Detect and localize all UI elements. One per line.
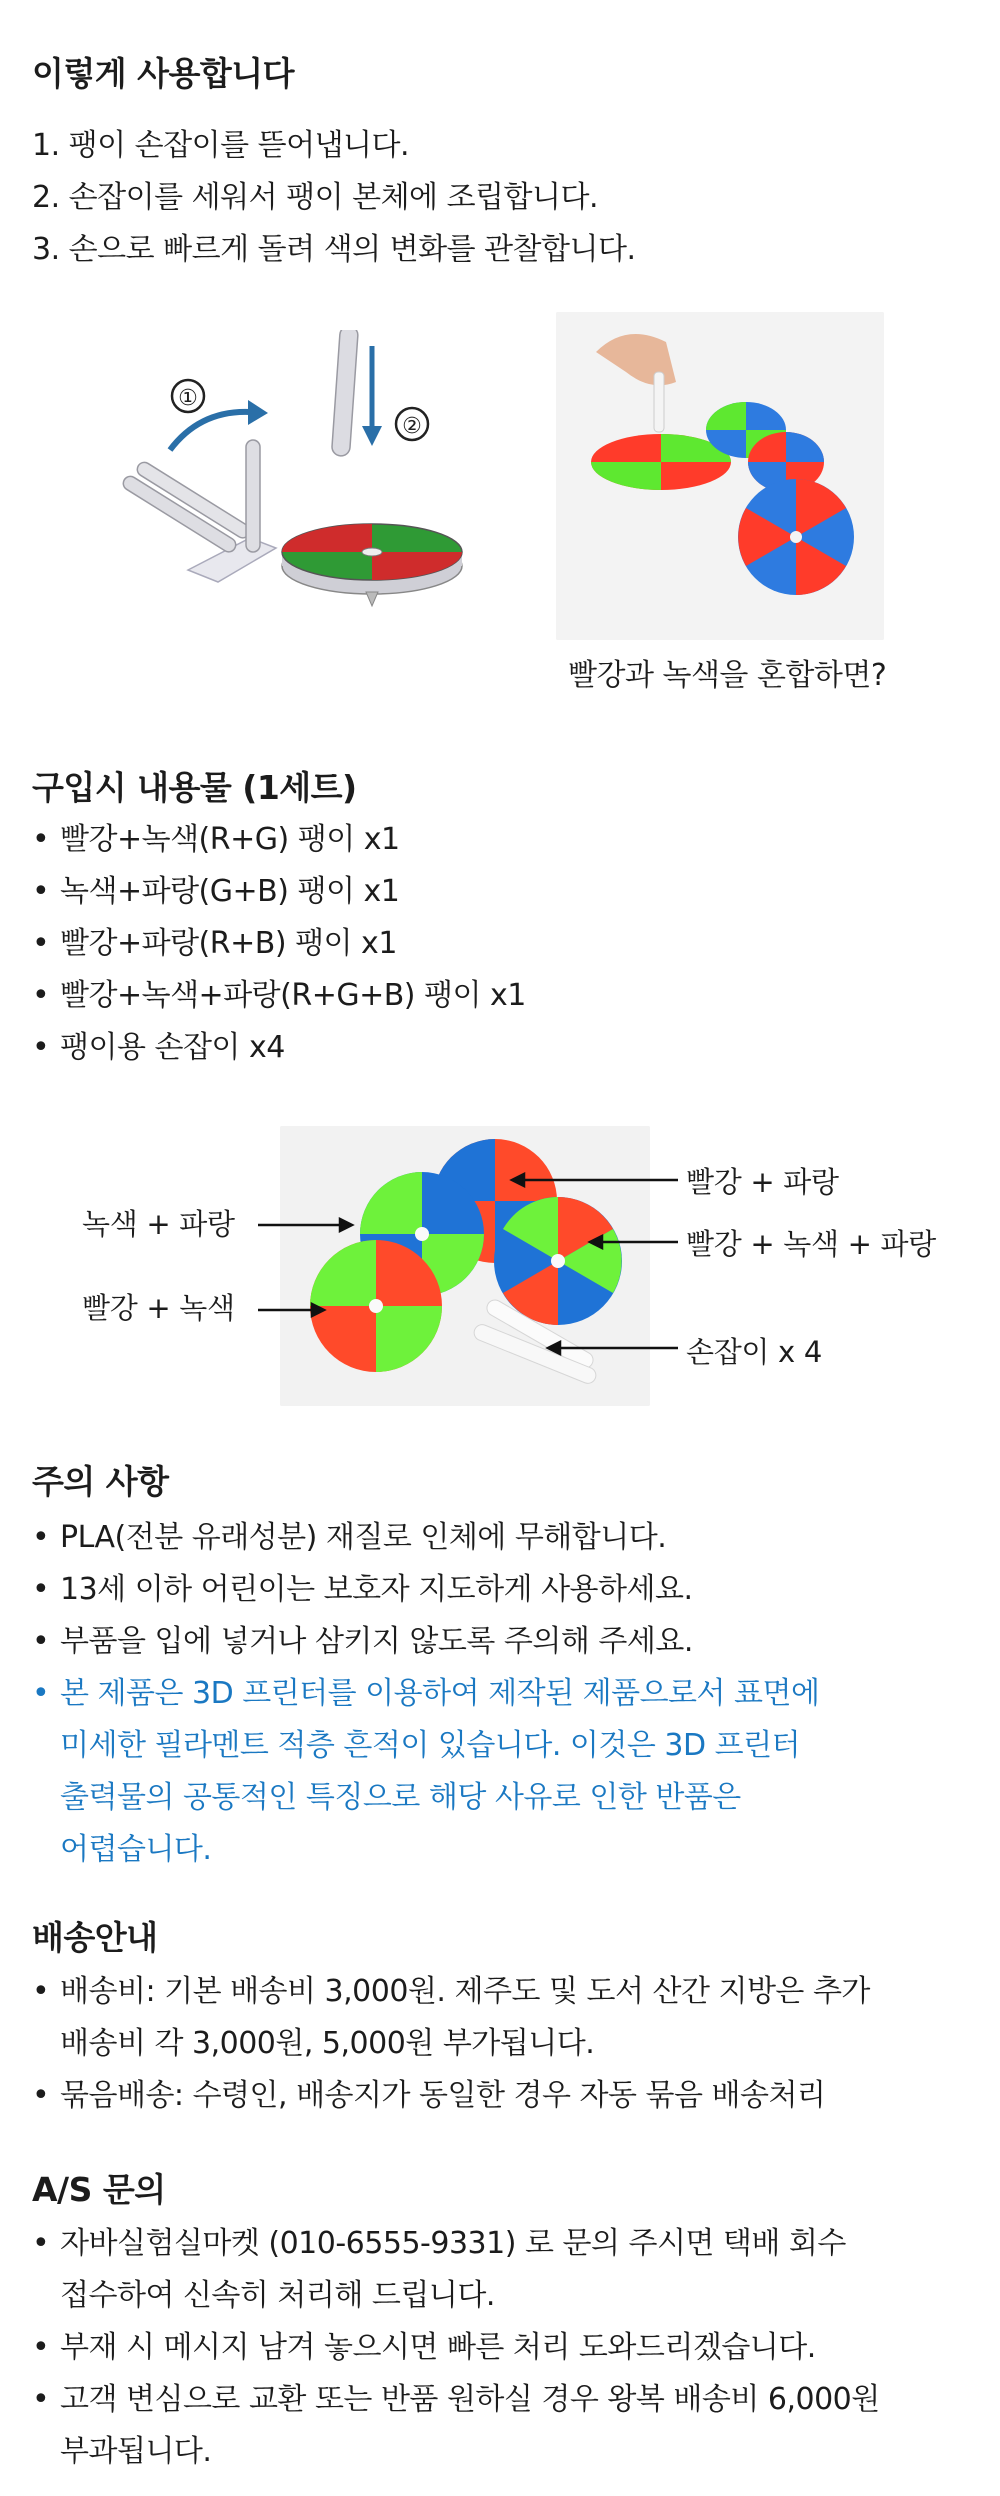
- step-one-mark: ①: [178, 386, 198, 411]
- list-item: • 빨강+파랑(R+B) 팽이 x1: [32, 918, 526, 970]
- list-line: 배송비: 기본 배송비 3,000원. 제주도 및 도서 산간 지방은 추가: [60, 1974, 870, 2009]
- list-item: [32, 1966, 972, 2070]
- highlight-line: 출력물의 공통적인 특징으로 해당 사유로 인한 반품은: [60, 1780, 741, 1815]
- rotate-arrow: [170, 412, 250, 450]
- list-item: • 빨강+녹색+파랑(R+G+B) 팽이 x1: [32, 970, 526, 1022]
- list-item: • 녹색+파랑(G+B) 팽이 x1: [32, 866, 526, 918]
- shipping-list: [32, 1966, 972, 2122]
- shipping-title: 배송안내: [32, 1918, 158, 1957]
- as-list: [32, 2218, 972, 2478]
- usage-step: 1. 팽이 손잡이를 뜯어냅니다.: [32, 128, 410, 163]
- spinning-photo-drawing: [556, 312, 884, 640]
- callout-red-blue: 빨강 + 파랑: [686, 1165, 839, 1199]
- list-line: 고객 변심으로 교환 또는 반품 원하실 경우 왕복 배송비 6,000원: [60, 2382, 880, 2417]
- photo-caption: 빨강과 녹색을 혼합하면?: [568, 658, 887, 693]
- rotate-arrow-head: [248, 400, 268, 425]
- contents-title: 구입시 내용물 (1세트): [32, 768, 357, 807]
- list-item: • 부품을 입에 넣거나 삼키지 않도록 주의해 주세요.: [32, 1616, 972, 1668]
- usage-steps: [32, 120, 636, 276]
- list-line: 자바실험실마켓 (010-6555-9331) 로 문의 주시면 택배 회수: [60, 2226, 846, 2261]
- list-item: [32, 2218, 972, 2322]
- list-item: [32, 2322, 972, 2374]
- list-item: [32, 2070, 972, 2122]
- list-item: • 13세 이하 어린이는 보호자 지도하게 사용하세요.: [32, 1564, 972, 1616]
- contents-list: [32, 814, 526, 1074]
- list-item: • 팽이용 손잡이 x4: [32, 1022, 526, 1074]
- insert-arrow-head: [362, 426, 382, 446]
- callout-lines: [0, 1100, 1000, 1400]
- top-disk-hub: [362, 548, 382, 556]
- top-disk-segment-red: [282, 524, 372, 552]
- highlight-line: 본 제품은 3D 프린터를 이용하여 제작된 제품으로서 표면에: [60, 1676, 820, 1711]
- list-line: 묶음배송: 수령인, 배송지가 동일한 경우 자동 묶음 배송처리: [60, 2078, 826, 2113]
- as-title: A/S 문의: [32, 2170, 166, 2209]
- top-disk-tip: [366, 592, 378, 606]
- callout-red-green: 빨강 + 녹색: [82, 1291, 235, 1325]
- usage-step: 3. 손으로 빠르게 돌려 색의 변화를 관찰합니다.: [32, 232, 636, 267]
- highlight-line: 어렵습니다.: [60, 1832, 212, 1867]
- caution-list: [32, 1512, 972, 1876]
- caution-title: 주의 사항: [32, 1462, 169, 1501]
- assembly-diagram: [100, 330, 500, 630]
- list-item: • 빨강+녹색(R+G) 팽이 x1: [32, 814, 526, 866]
- handle-insert: [331, 330, 358, 456]
- top-stem: [654, 372, 664, 432]
- list-line: 배송비 각 3,000원, 5,000원 부가됩니다.: [60, 2026, 595, 2061]
- highlight-line: 미세한 필라멘트 적층 흔적이 있습니다. 이것은 3D 프린터: [60, 1728, 801, 1763]
- usage-title: 이렇게 사용합니다: [32, 54, 295, 93]
- list-line: 접수하여 신속히 처리해 드립니다.: [60, 2278, 495, 2313]
- list-line: 부재 시 메시지 남겨 놓으시면 빠른 처리 도와드리겠습니다.: [60, 2330, 816, 2365]
- list-item: [32, 2374, 972, 2478]
- usage-step: 2. 손잡이를 세워서 팽이 본체에 조립합니다.: [32, 180, 598, 215]
- callout-handle: 손잡이 x 4: [686, 1335, 822, 1369]
- step-two-mark: ②: [402, 414, 422, 439]
- spinning-photo: [556, 312, 884, 640]
- handle-standing: [246, 440, 260, 552]
- highlight-notice: [32, 1668, 972, 1876]
- callout-rgb: 빨강 + 녹색 + 파랑: [686, 1227, 936, 1261]
- list-item: • PLA(전분 유래성분) 재질로 인체에 무해합니다.: [32, 1512, 972, 1564]
- callout-green-blue: 녹색 + 파랑: [82, 1207, 235, 1241]
- list-line: 부과됩니다.: [60, 2434, 212, 2469]
